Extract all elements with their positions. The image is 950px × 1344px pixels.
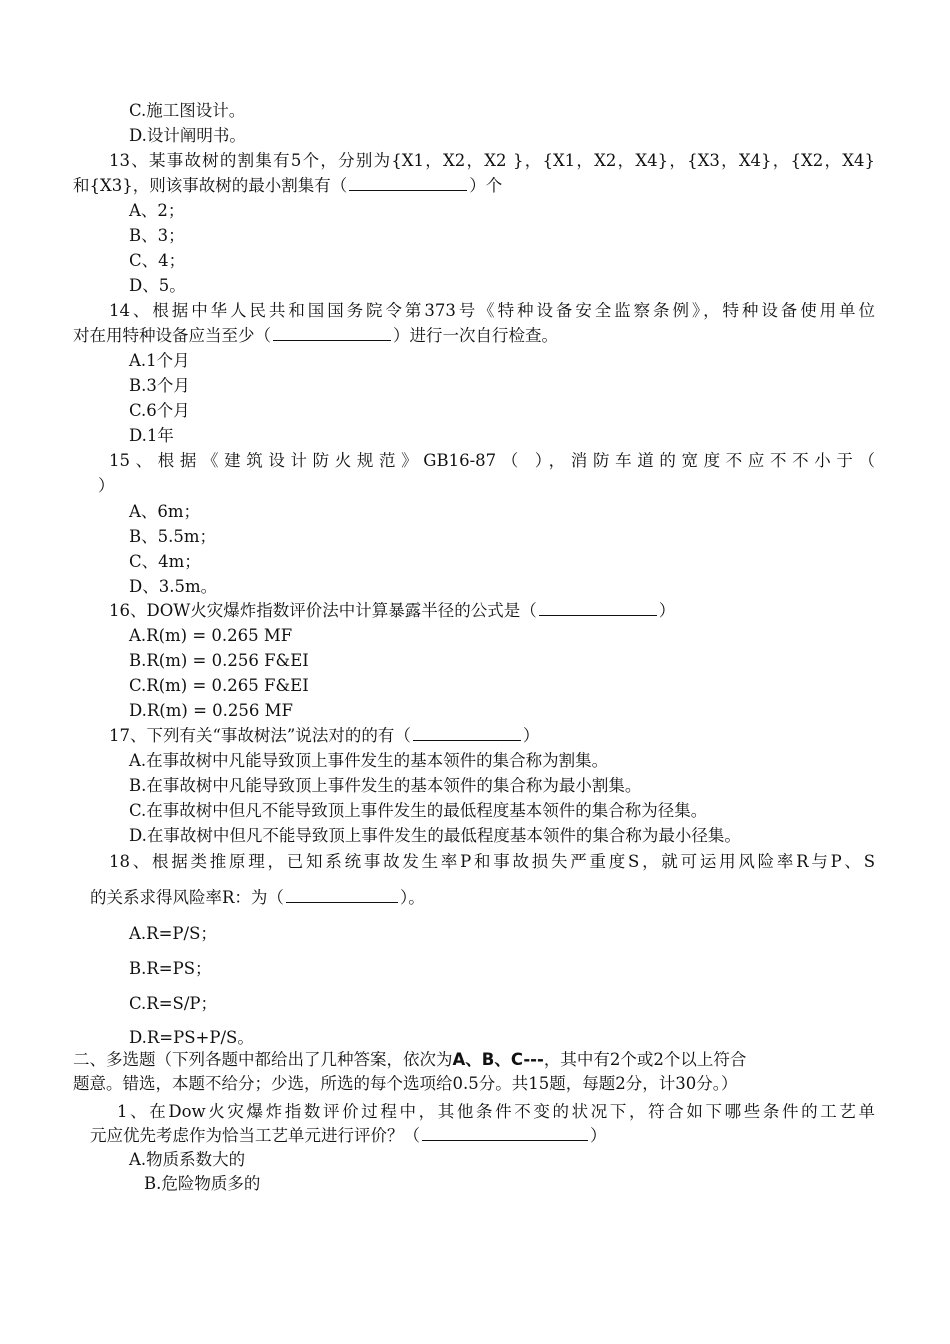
section-text: A、B、C--- — [452, 1050, 544, 1069]
answer-blank[interactable] — [273, 324, 391, 341]
section-2-heading — [73, 1048, 746, 1072]
option-c: C.R=S/P； — [129, 994, 217, 1013]
option-b: B.在事故树中凡能导致顶上事件发生的基本领件的集合称为最小割集。 — [129, 776, 642, 795]
option-a: A.R=P/S； — [129, 924, 217, 943]
option-c: C.6个月 — [129, 401, 190, 420]
question-text: 和{X3}，则该事故树的最小割集有（ — [73, 176, 348, 195]
answer-blank[interactable] — [349, 174, 467, 191]
option-d: D.R=PS+P/S。 — [129, 1028, 254, 1047]
option-b: B、3； — [129, 226, 185, 245]
question-13-text-cont — [73, 174, 502, 198]
question-14-text-cont — [73, 324, 558, 348]
option-b: B.R(m) = 0.256 F&EI — [129, 651, 309, 670]
multi-question-1-text-cont — [90, 1124, 607, 1148]
option-a: A、6m； — [129, 502, 201, 521]
multi-question-1-text: 1、在Dow火灾爆炸指数评价过程中，其他条件不变的状况下，符合如下哪些条件的工艺单 — [117, 1102, 875, 1121]
section-2-heading-cont: 题意。错选，本题不给分；少选，所选的每个选项给0.5分。共15题，每题2分，计30分。） — [73, 1074, 738, 1093]
answer-blank[interactable] — [539, 599, 657, 616]
option-c: C.R(m) = 0.265 F&EI — [129, 676, 309, 695]
answer-blank[interactable] — [422, 1124, 588, 1141]
question-18-text-cont — [90, 886, 425, 910]
question-16-text — [109, 599, 675, 623]
answer-blank[interactable] — [286, 886, 398, 903]
question-14-text: 14、根据中华人民共和国国务院令第373号《特种设备安全监察条例》，特种设备使用单位 — [109, 301, 875, 320]
option-c: C、4m； — [129, 552, 201, 571]
option-b: B.危险物质多的 — [144, 1174, 261, 1193]
option-a: A.R(m) = 0.265 MF — [129, 626, 293, 645]
question-text: ） — [658, 601, 676, 620]
question-text: 对在用特种设备应当至少（ — [73, 326, 271, 345]
option-c: C.在事故树中但凡不能导致顶上事件发生的最低程度基本领件的集合称为径集。 — [129, 801, 708, 820]
option-d: D.R(m) = 0.256 MF — [129, 701, 293, 720]
option-a: A.1个月 — [129, 351, 190, 370]
option-b: B、5.5m； — [129, 527, 217, 546]
question-text: ）个 — [469, 176, 503, 195]
question-13-text: 13、某事故树的割集有5个，分别为{X1，X2，X2 }，{X1，X2，X4}，{X3，X4}，{X2，X4} — [109, 151, 875, 170]
question-18-text: 18、根据类推原理，已知系统事故发生率P和事故损失严重度S，就可运用风险率R与P、S — [109, 852, 875, 871]
option-a: A.在事故树中凡能导致顶上事件发生的基本领件的集合称为割集。 — [129, 751, 609, 770]
question-text: ）。 — [399, 888, 425, 907]
question-text: ） — [590, 1126, 607, 1145]
option-b: B.R=PS； — [129, 959, 212, 978]
question-text: ） — [522, 726, 540, 745]
option-d: D.在事故树中但凡不能导致顶上事件发生的最低程度基本领件的集合称为最小径集。 — [129, 826, 741, 845]
question-text: 元应优先考虑作为恰当工艺单元进行评价？（ — [90, 1126, 420, 1145]
option-d: D、5。 — [129, 276, 186, 295]
option-d: D、3.5m。 — [129, 577, 218, 596]
option-b: B.3个月 — [129, 376, 190, 395]
answer-blank[interactable] — [413, 724, 521, 741]
option-d: D.1年 — [129, 426, 174, 445]
question-15-text: 15、根据《建筑设计防火规范》GB16-87（ ），消防车道的宽度不应不不小于（ — [109, 451, 875, 470]
question-text: 17、下列有关“事故树法”说法对的的有（ — [109, 726, 411, 745]
option-line: C.施工图设计。 — [129, 101, 246, 120]
question-text: 16、DOW火灾爆炸指数评价法中计算暴露半径的公式是（ — [109, 601, 537, 620]
section-text: ，其中有2个或2个以上符合 — [543, 1050, 747, 1069]
question-15-text-cont: ） — [98, 476, 115, 495]
question-text: ）进行一次自行检查。 — [393, 326, 558, 345]
section-text: 二、多选题（下列各题中都给出了几种答案，依次为 — [73, 1050, 453, 1069]
option-a: A、2； — [129, 201, 185, 220]
question-text: 的关系求得风险率R：为（ — [90, 888, 284, 907]
option-a: A.物质系数大的 — [129, 1150, 246, 1169]
option-line: D.设计阐明书。 — [129, 126, 246, 145]
question-17-text — [109, 724, 539, 748]
option-c: C、4； — [129, 251, 186, 270]
